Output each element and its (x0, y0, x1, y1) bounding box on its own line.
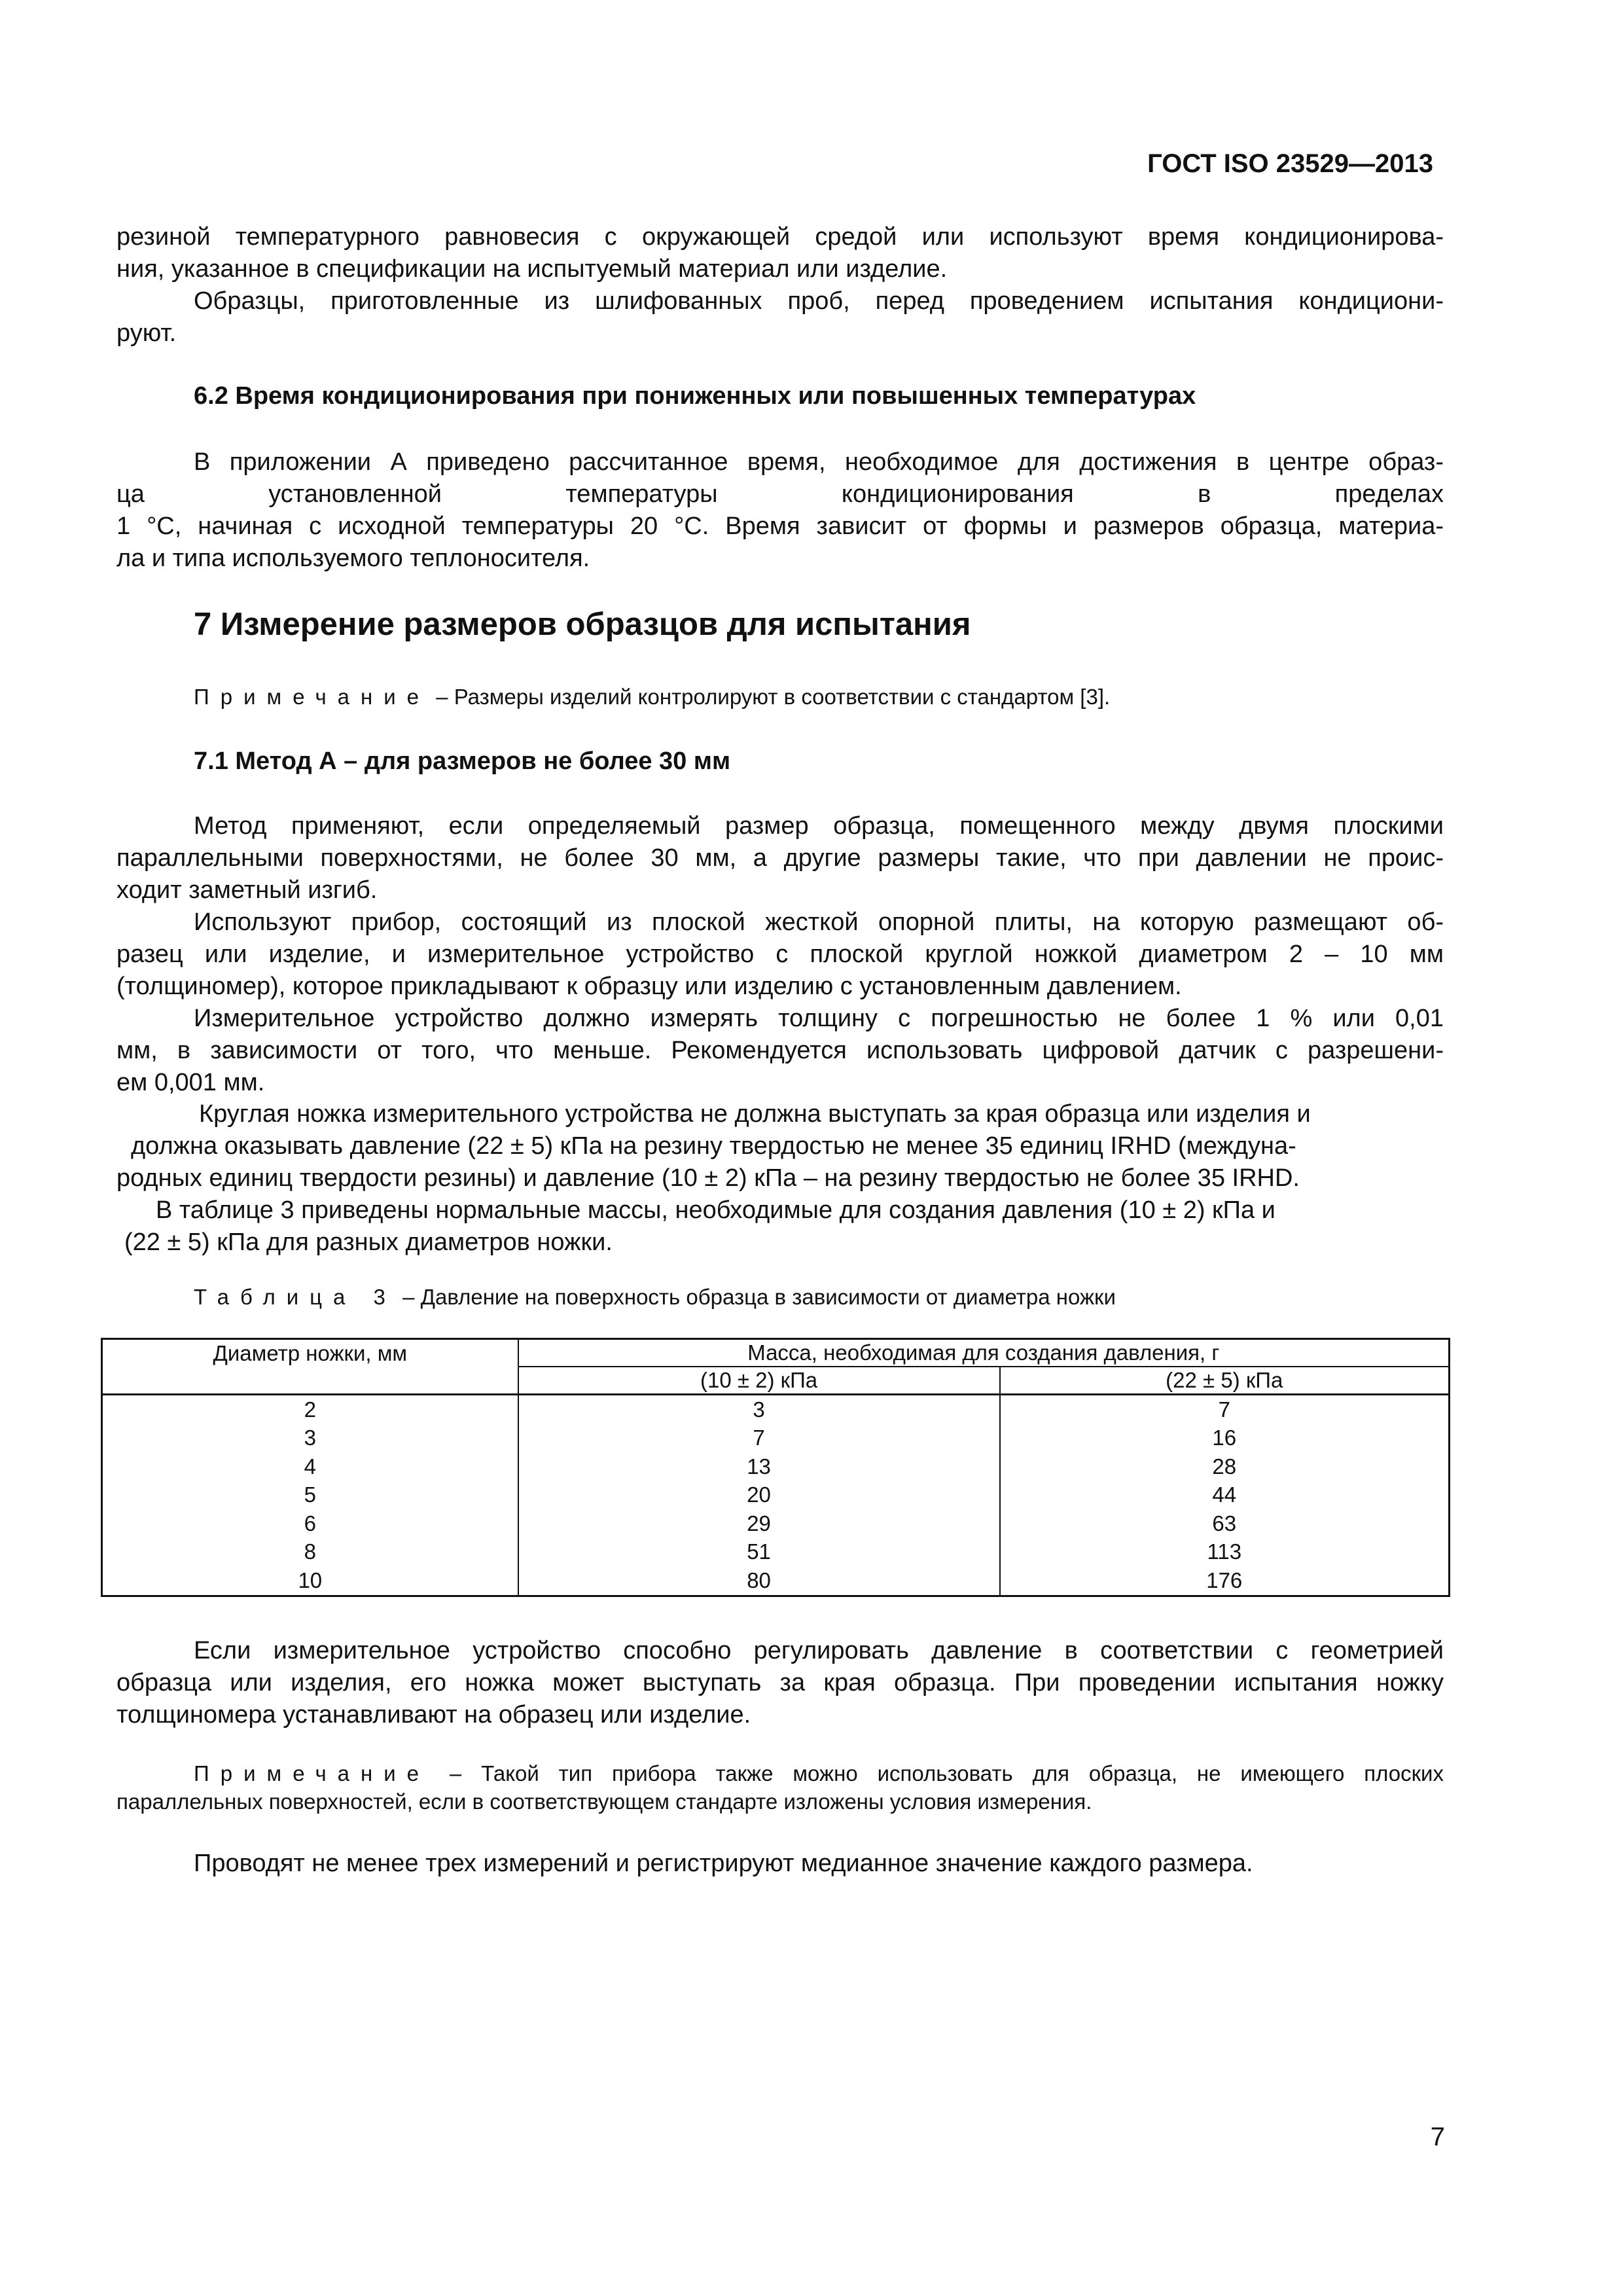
table-row (102, 1566, 1450, 1596)
cell-mass-10: 51 (518, 1538, 1000, 1567)
paragraph-measurements: Проводят не менее трех измерений и регистрируют медианное значение каждого размера. (194, 1850, 1253, 1877)
paragraph-foot-pressure (116, 1098, 1444, 1259)
cell-mass-22: 44 (1000, 1481, 1450, 1510)
text-line: руют. (116, 319, 177, 347)
paragraph-method (116, 810, 1444, 906)
cell-mass-22: 28 (1000, 1452, 1450, 1481)
paragraph-accuracy (116, 1003, 1444, 1099)
paragraph-annex-a (116, 446, 1444, 575)
table-row (102, 1395, 1450, 1424)
table-row (102, 1481, 1450, 1510)
text-line: Образцы, приготовленные из шлифованных проб, перед проведением испытания кондициони- (194, 287, 1444, 315)
text-line: ния, указанное в спецификации на испытуемый материал или изделие. (116, 255, 948, 283)
note-standard (194, 685, 1110, 709)
cell-diameter: 5 (102, 1481, 518, 1510)
text-line: ла и типа используемого теплоносителя. (116, 545, 590, 572)
paragraph-adjustable (116, 1635, 1444, 1731)
text-line: В таблице 3 приведены нормальные массы, необходимые для создания давления (10 ± 2) кПа и (156, 1196, 1275, 1224)
cell-mass-22: 63 (1000, 1509, 1450, 1538)
section-heading-7: 7 Измерение размеров образцов для испытания (194, 607, 971, 642)
table-3 (101, 1338, 1450, 1597)
text-line: разец или изделие, и измерительное устройство с плоской круглой ножкой диаметром 2 – 10 мм (116, 941, 1444, 968)
cell-diameter: 4 (102, 1452, 518, 1481)
cell-diameter: 10 (102, 1566, 518, 1596)
table-row (102, 1452, 1450, 1481)
cell-diameter: 6 (102, 1509, 518, 1538)
cell-mass-22: 16 (1000, 1424, 1450, 1453)
header-pressure-22: (22 ± 5) кПа (1000, 1367, 1450, 1395)
text-line: образца или изделия, его ножка может выступать за края образца. При проведении испытания ножку (116, 1669, 1444, 1696)
header-mass: Масса, необходимая для создания давления, г (518, 1339, 1450, 1367)
text-line: Используют прибор, состоящий из плоской жесткой опорной плиты, на которую размещают об- (194, 908, 1444, 936)
cell-diameter: 2 (102, 1395, 518, 1424)
section-heading-7-1: 7.1 Метод А – для размеров не более 30 мм (194, 747, 731, 775)
cell-mass-10: 20 (518, 1481, 1000, 1510)
note-line (116, 1759, 1444, 1787)
text-line: Измерительное устройство должно измерять толщину с погрешностью не более 1 % или 0,01 (194, 1005, 1444, 1032)
text-line: родных единиц твердости резины) и давление (10 ± 2) кПа – на резину твердостью не более 35 IRHD. (116, 1164, 1300, 1192)
header-diameter: Диаметр ножки, мм (102, 1339, 518, 1395)
text-line: (22 ± 5) кПа для разных диаметров ножки. (124, 1229, 613, 1256)
cell-mass-10: 29 (518, 1509, 1000, 1538)
table-caption-label: Таблица 3 (194, 1285, 397, 1309)
text-line: параллельными поверхностями, не более 30 мм, а другие размеры такие, что при давлении не проис- (116, 844, 1444, 872)
paragraph-conditioning (116, 285, 1444, 350)
note-label: Примечание (194, 685, 431, 709)
text-line: толщиномера устанавливают на образец или изделие. (116, 1701, 751, 1729)
text-line: мм, в зависимости от того, что меньше. Рекомендуется использовать цифровой датчик с разрешени- (116, 1037, 1444, 1064)
text-line: ходит заметный изгиб. (116, 876, 378, 904)
table-caption-text: – Давление на поверхность образца в зависимости от диаметра ножки (396, 1285, 1116, 1309)
cell-diameter: 3 (102, 1424, 518, 1453)
cell-mass-22: 176 (1000, 1566, 1450, 1596)
cell-diameter: 8 (102, 1538, 518, 1567)
table-row (102, 1509, 1450, 1538)
text-line: должна оказывать давление (22 ± 5) кПа на резину твердостью не менее 35 единиц IRHD (междуна- (131, 1132, 1296, 1160)
text-line: ца установленной температуры кондиционирования в пределах (116, 480, 1444, 508)
table-row (102, 1538, 1450, 1567)
paragraph-device (116, 906, 1444, 1003)
text-line: 1 °С, начиная с исходной температуры 20 °С. Время зависит от формы и размеров образца, материа- (116, 512, 1444, 540)
note-device-type (116, 1759, 1444, 1816)
note-text: – Такой тип прибора также можно использовать для образца, не имеющего плоских (430, 1761, 1444, 1785)
text-line: В приложении А приведено рассчитанное время, необходимое для достижения в центре образ- (194, 448, 1444, 476)
page-number: 7 (1430, 2123, 1445, 2151)
section-heading-6-2: 6.2 Время кондиционирования при пониженных или повышенных температурах (194, 382, 1196, 410)
note-text: – Размеры изделий контролируют в соответствии с стандартом [3]. (430, 685, 1111, 709)
note-label: Примечание (194, 1761, 431, 1785)
header-pressure-10: (10 ± 2) кПа (518, 1367, 1000, 1395)
cell-mass-10: 3 (518, 1395, 1000, 1424)
document-code: ГОСТ ISO 23529—2013 (1147, 149, 1433, 178)
cell-mass-10: 7 (518, 1424, 1000, 1453)
text-line: (толщиномер), которое прикладывают к образцу или изделию с установленным давлением. (116, 973, 1182, 1000)
note-line: параллельных поверхностей, если в соответствующем стандарте изложены условия измерения. (116, 1789, 1092, 1814)
text-line: резиной температурного равновесия с окружающей средой или используют время кондиционирова- (116, 223, 1444, 251)
table-caption (194, 1285, 1116, 1310)
cell-mass-22: 113 (1000, 1538, 1450, 1567)
table-row (102, 1424, 1450, 1453)
text-line: Метод применяют, если определяемый размер образца, помещенного между двумя плоскими (194, 812, 1444, 840)
paragraph-continuation (116, 221, 1444, 285)
text-line: Круглая ножка измерительного устройства не должна выступать за края образца или изделия и (199, 1100, 1311, 1128)
cell-mass-22: 7 (1000, 1395, 1450, 1424)
cell-mass-10: 80 (518, 1566, 1000, 1596)
text-line: ем 0,001 мм. (116, 1069, 265, 1096)
text-line: Если измерительное устройство способно регулировать давление в соответствии с геометрией (194, 1637, 1444, 1664)
cell-mass-10: 13 (518, 1452, 1000, 1481)
